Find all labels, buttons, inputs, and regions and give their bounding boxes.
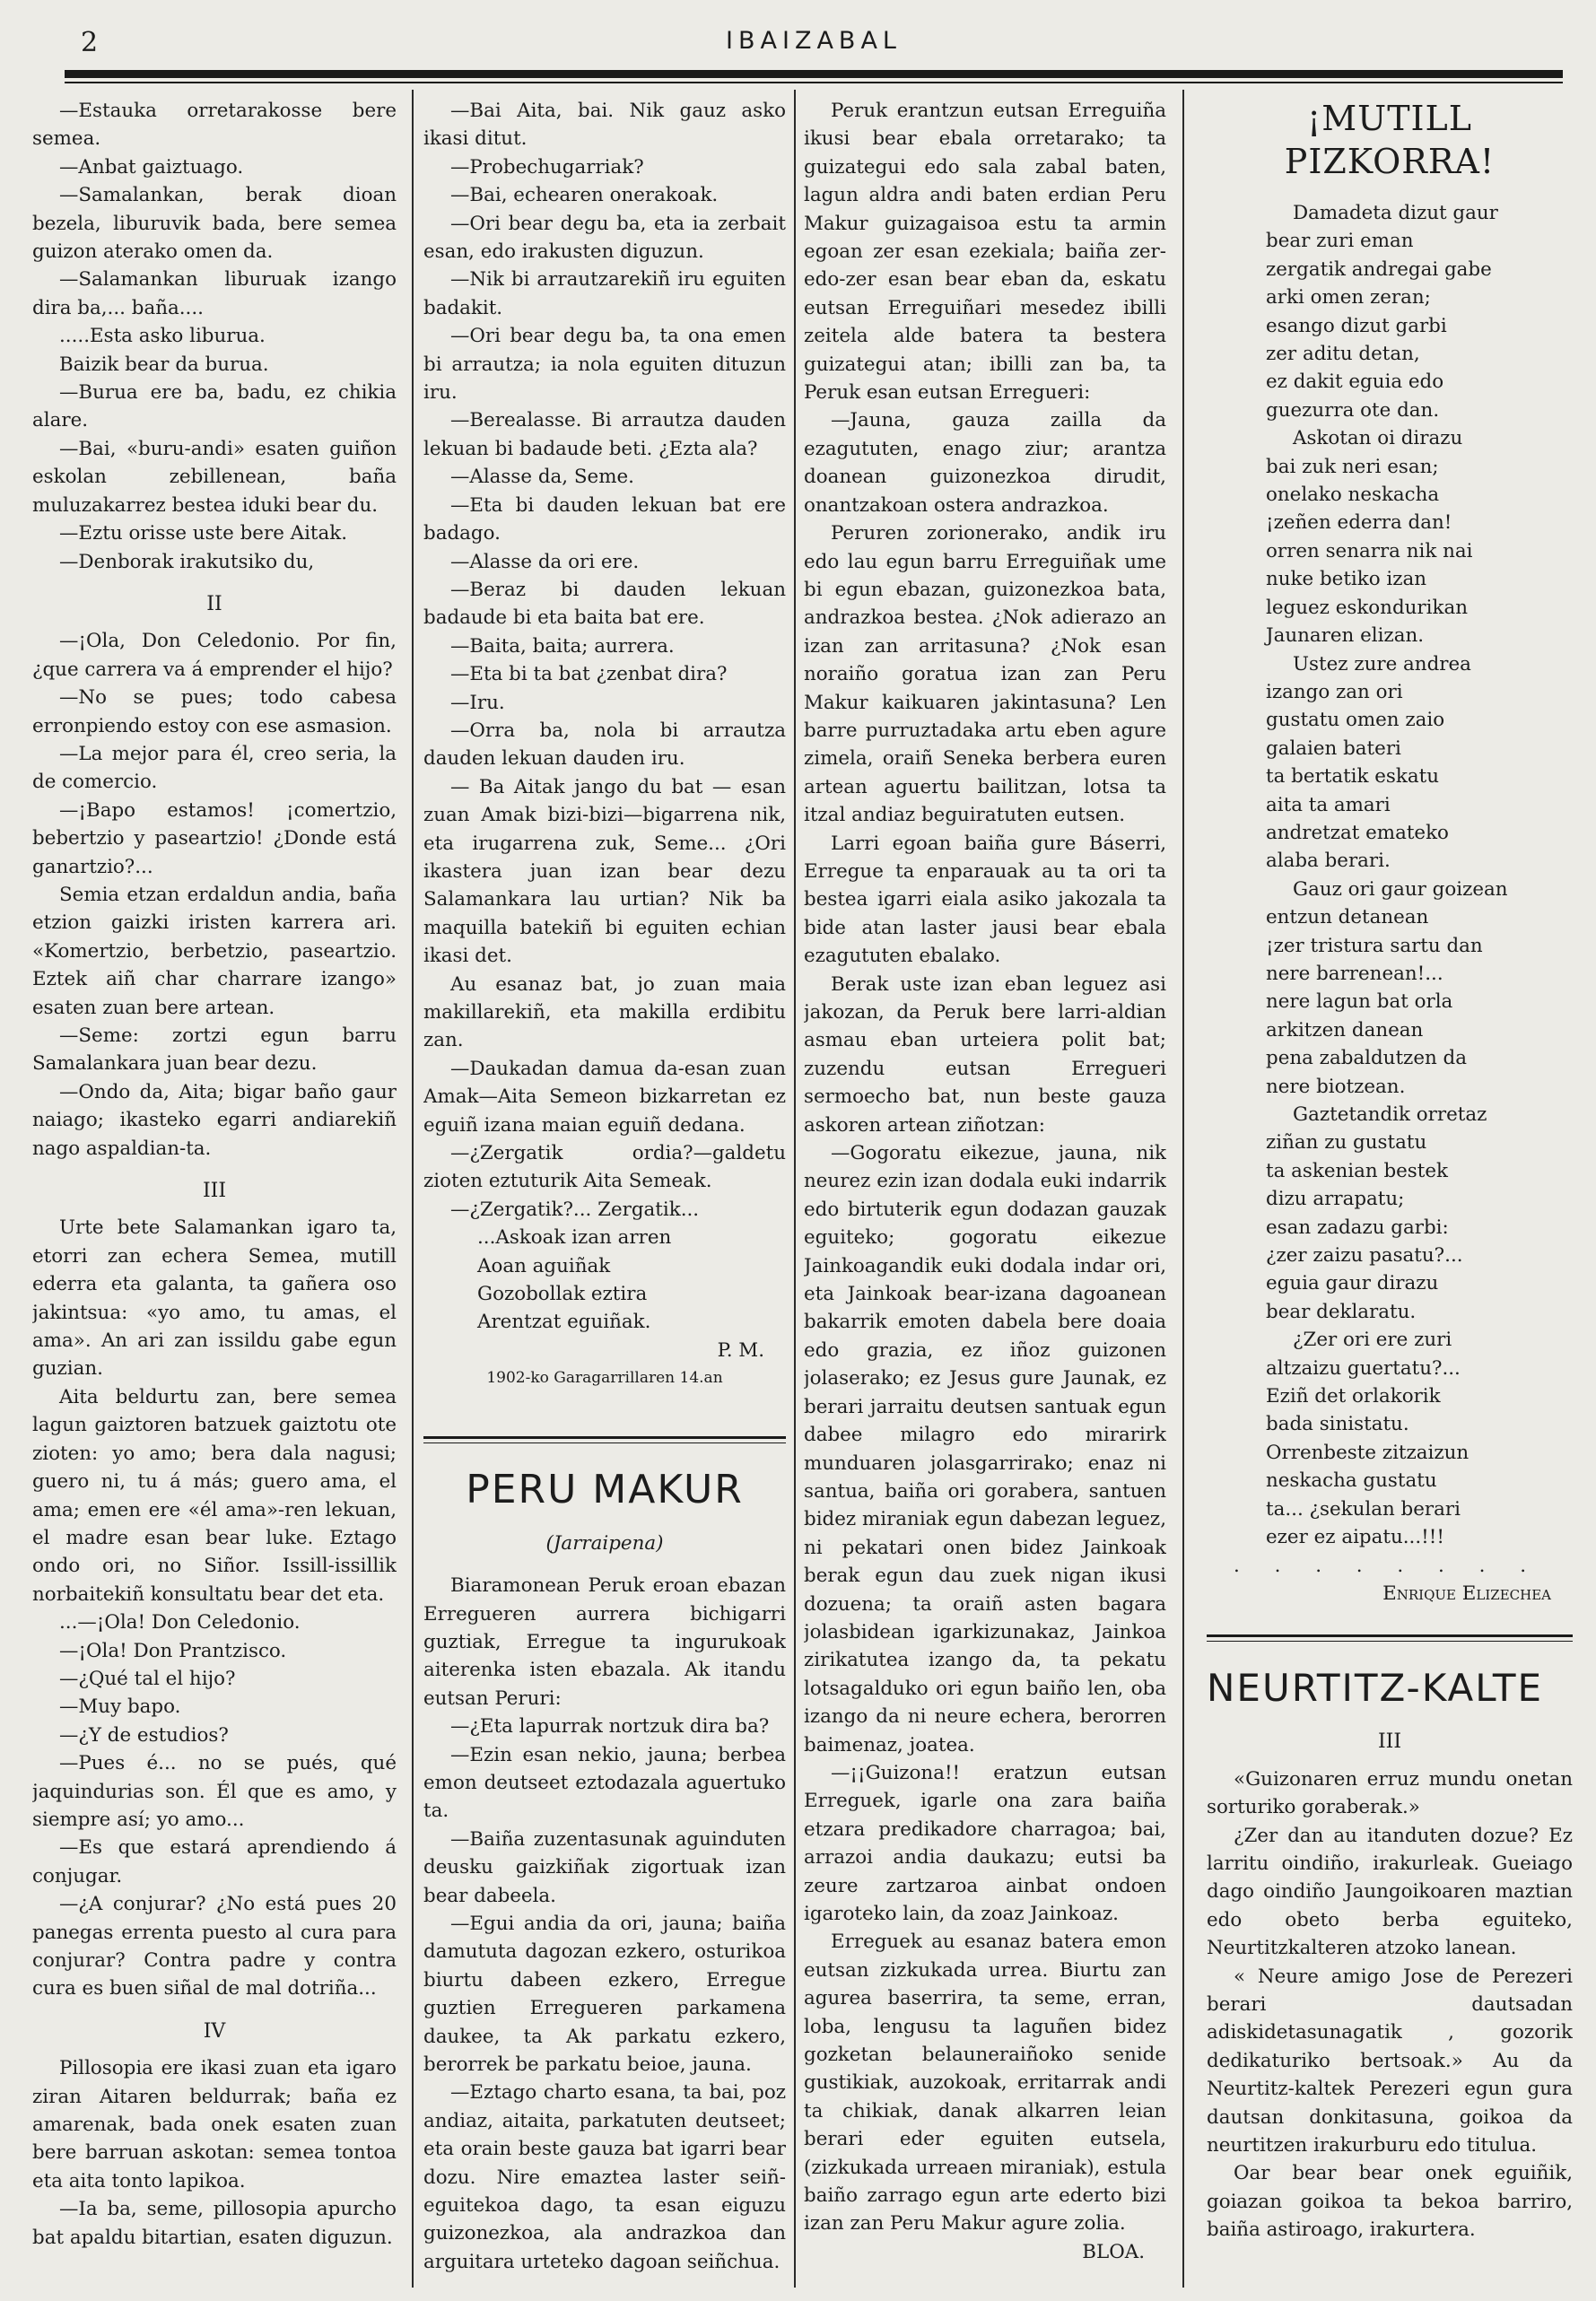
signature: P. M. [717, 1338, 764, 1362]
paragraph: —Seme: zortzi egun barru Samalankara juan bear dezu. [32, 1024, 397, 1076]
paragraph: —Beraz bi dauden lekuan badaude bi eta baita bat ere. [423, 578, 786, 630]
column-divider [794, 90, 796, 2288]
paragraph: —Nik bi arrautzarekiñ iru eguiten badakit. [423, 268, 786, 319]
verse-line: guezurra ote dan. [1266, 398, 1440, 422]
paragraph: Peruren zorionerako, andik iru edo lau egun barru Erreguiñak ume bi egun ebazan, guizonezkoa bata, andrazkoa bestea. ¿Nok adierazo an izan zan arritasuna? ¿Nok esan noraiño goratua izan zan Peru Makur kaikuaren jakintasuna? Len barre purruztadaka artu eben agure zimela, oraiñ Seneka berbera euren artean aguertu bailitzan, lotsa ta itzal andiaz beguiratuten eutsen. [804, 522, 1166, 827]
poem [1207, 199, 1573, 1552]
paragraph: —¿Y de estudios? [59, 1723, 229, 1747]
verse-line: Arentzat eguiñak. [477, 1311, 651, 1334]
verse-line: arkitzen danean [1266, 1018, 1424, 1042]
paragraph: —Probechugarriak? [450, 155, 644, 179]
paragraph: —Gogoratu eikezue, jauna, nik neurez ezin izan dodala euki indarrik edo birtuterik egun dodazan gauzak eguiteko; gogoratu eikezue Jainkoagandik euki dodala indar ori, eta Jainkoak bear-izana dagoanean bakarrik emoten dabela bere doaia edo grazia, ez iñoz guizonen jolaserako; ez Jesus gure Jaunak, ez berari jarraitu deutsen santuak egun dabee milagro edo mirarirk munduaren jolasgarrirako; enaz ni santua, baiña ori gorabera, santuen bidez miraniak egun dabezan leguez, ni pekatari onen bidez Jainkoak berak egun dau zuek nigan ikusi dozuena; ta oraiñ asten bagara jolasbidean igarkizunakaz, Jainkoa zirikatutea izango da, ta pekatu lotsagalduko ori egun baiño len, oba izango da ni neure echera, berorren baimenaz, joatea. [804, 1142, 1166, 1756]
paragraph: —Berealasse. Bi arrautza dauden lekuan bi badaude beti. ¿Ezta ala? [423, 409, 786, 460]
paragraph: « Neure amigo Jose de Perezeri berari dautsadan adiskidetasunagatik , gozorik dedikaturiko bertsoak.» Au da Neurtitz-kaltek Perezeri egun gura dautsan donkitasuna, goikoa da neurtitzen irakurburu edo titulua. [1207, 1965, 1573, 2157]
paragraph: —¿Qué tal el hijo? [59, 1667, 236, 1690]
verse-line: ¡zer tristura sartu dan [1266, 934, 1483, 957]
verse-line: Askotan oi dirazu [1293, 427, 1463, 450]
paragraph: —¿A conjurar? ¿No está pues 20 panegas errenta puesto al cura para conjurar? Contra padre y contra cura es buen siñal de mal dotriña... [32, 1893, 397, 2000]
verse-line: Orrenbeste zitzaizun [1266, 1441, 1470, 1464]
article-divider [423, 1436, 786, 1439]
paragraph: Peruk erantzun eutsan Erreguiña ikusi bear ebala orretarako; ta guizategui edo sala zabal baten, lagun aldra andi baten erdian Peru Makur guizagaisoa estu ta armin egoan zer esan ezekiala; baiña zer-edo-zer esan bear eban da, eskatu eutsan Erreguiñari mesedez ibilli zeitela alde batera ta bestera guizategui atan; ibilli zan ba, ta Peruk esan eutsan Erregueri: [804, 100, 1166, 405]
paragraph: —Ori bear degu ba, ta ona emen bi arrautza; ia nola eguiten dituzun iru. [423, 325, 786, 405]
paragraph: —Alasse da ori ere. [450, 550, 640, 573]
verse-line: Gaztetandik orretaz [1293, 1103, 1487, 1126]
signature: Enrique Elizechea [1382, 1582, 1551, 1605]
paragraph: —Ori bear degu ba, eta ia zerbait esan, edo irakusten diguzun. [423, 212, 786, 264]
verse-line: aita ta amari [1266, 793, 1391, 816]
verse-line: bear zuri eman [1266, 230, 1414, 253]
verse-line: ez dakit eguia edo [1266, 370, 1444, 394]
verse-line: ezer ez aipatu...!!! [1266, 1526, 1444, 1549]
verse-line: esango dizut garbi [1266, 314, 1447, 337]
paragraph: —¡Ola! Don Prantzisco. [59, 1639, 287, 1662]
paragraph: —Ia ba, seme, pillosopia apurcho bat apaldu bitartian, esaten diguzun. [32, 2198, 397, 2249]
article-divider [423, 1442, 786, 1443]
article-subtitle: (Jarraipena) [545, 1531, 664, 1555]
paragraph: —Alasse da, Seme. [450, 466, 634, 489]
verse-line: ta... ¿sekulan berari [1266, 1497, 1461, 1521]
paragraph: —Orra ba, nola bi arrautza dauden lekuan dauden iru. [423, 719, 786, 771]
verse-line: Damadeta dizut gaur [1293, 202, 1498, 224]
paragraph: —Baiña zuzentasunak aguinduten deusku gaizkiñak zigortuak izan bear dabeela. [423, 1827, 786, 1907]
poem-title-mutill-pizkorra: ¡MUTILL PIZKORRA! [1284, 99, 1496, 181]
verse-line: ta askenian bestek [1266, 1159, 1448, 1182]
paragraph: ...—¡Ola! Don Celedonio. [59, 1611, 301, 1634]
verse-line: ¿zer zaizu pasatu?... [1266, 1244, 1463, 1268]
verse-line: alaba berari. [1266, 850, 1391, 873]
masthead: IBAIZABAL [726, 27, 902, 55]
verse-line: Ustez zure andrea [1293, 652, 1471, 675]
paragraph: Berak uste izan eban leguez asi jakozan, da Peruk bere larri-aldian asmau eban urteiera polit bat; zuzendu eutsan Erregueri sermoecho bat, nun beste gauza askoren artean ziñotzan: [804, 972, 1166, 1137]
page-number: 2 [81, 27, 99, 58]
paragraph: —Ondo da, Aita; bigar baño gaur naiago; ikasteko egarri andiarekiñ nago aspaldian-ta. [32, 1080, 397, 1160]
verse-line: esan zadazu garbi: [1266, 1216, 1449, 1239]
paragraph: —Ezin esan nekio, jauna; berbea emon deutseet eztodazala aguertuko ta. [423, 1743, 786, 1823]
verse-line: nuke betiko izan [1266, 568, 1427, 591]
paragraph: —Denborak irakutsiko du, [59, 550, 315, 573]
verse-line: zergatik andregai gabe [1266, 257, 1492, 281]
verse-line: andretzat emateko [1266, 821, 1449, 844]
verse-line: eguia gaur dirazu [1266, 1272, 1439, 1295]
verse-line: ¿Zer ori ere zuri [1293, 1329, 1452, 1352]
paragraph: Larri egoan baiña gure Báserri, Erregue ta enparauak au ta ori ta bestea igarri eiala asiko jakozala ta bide atan laster jausi bear ebala ezagututen ebalako. [804, 832, 1166, 968]
verse-line: ¡zeñen ederra dan! [1266, 511, 1452, 535]
paragraph: —¿Zergatik ordia?—galdetu zioten eztuturik Aita Semeak. [423, 1142, 786, 1193]
paragraph: Semia etzan erdaldun andia, baña etzion gaizki iristen karrera ari. «Komertzio, berbetzio, paseartzio. Eztek aiñ char charrare izango» esaten zuan bere artean. [32, 883, 397, 1019]
verse-line: Eziñ det orlakorik [1266, 1385, 1441, 1408]
verse-line: Aoan aguiñak [477, 1254, 611, 1277]
verse-line: pena zabaldutzen da [1266, 1047, 1468, 1070]
paragraph: —Egui andia da ori, jauna; baiña damututa dagozan ezkero, osturikoa biurtu dabeen ezkero, Erregue guztien Erregueren parkamena daukee, ta Ak parkatu ezkero, berorrek be parkatu beioe, jauna. [423, 1912, 786, 2076]
section-number: IV [203, 2019, 226, 2043]
paragraph: —Eztago charto esana, ta bai, poz andiaz, aitaita, parkatuten deutseet; eta orain beste gauza bat igarri bear dozu. Nire emaztea laster seiñ-eguitekoa dago, ta esan eiguzu guizonezkoa, ala andrazkoa dan arguitara urteteko dagoan seiñchua. [423, 2081, 786, 2273]
verse-line: altzaizu guertatu?... [1266, 1356, 1461, 1380]
paragraph: —Eta bi ta bat ¿zenbat dira? [450, 663, 728, 686]
verse-line: ziñan zu gustatu [1266, 1131, 1427, 1155]
page-header [65, 27, 1563, 63]
verse-line: zer aditu detan, [1266, 343, 1420, 366]
column-3 [804, 97, 1166, 2286]
header-rule-thick [65, 70, 1563, 78]
paragraph: Au esanaz bat, jo zuan maia makillarekiñ, eta makilla erdibitu zan. [423, 972, 786, 1052]
paragraph: —Jauna, gauza zailla da ezagututen, enago ziur; arantza doanean guizonezkoa dirudit, onantzakoan ostera andrazkoa. [804, 409, 1166, 517]
paragraph: —¿Zergatik?... Zergatik... [450, 1198, 700, 1221]
verse-line: ta bertatik eskatu [1266, 765, 1439, 789]
paragraph: —Pues é... no se pués, qué jaquindurias son. Él que es amo, y siempre así; yo amo... [32, 1752, 397, 1831]
section-number: II [206, 592, 222, 615]
paragraph: —Burua ere ba, badu, ez chikia alare. [32, 381, 397, 432]
column-2 [423, 97, 786, 2286]
paragraph: Erreguek au esanaz batera emon eutsan zizkukada urrea. Biurtu zan agurea baserrira, ta seme, erran, loba, lengusu ta laguñen bidez gozketan belauneraiñoko senide gustikiak, auzokoak, erritarrak andi ta chikiak, danak alkarren leian berari eder eguiten eutsela, (zizkukada urreaen miraniak), estula baiño zarrago egun arte ederto bizi izan zan Peru Makur agure zolia. [804, 1931, 1166, 2236]
verse-line: izango zan ori [1266, 680, 1403, 703]
article-divider [1207, 1641, 1573, 1642]
paragraph: —¡¡Guizona!! eratzun eutsan Erreguek, igarle ona zara baiña etzara predikadore charragoa; bai, arrazoi andia daukazu; eutsi ba zeure zartzaroa ainbat ondoen igaroteko lain, da zoaz Jainkoaz. [804, 1761, 1166, 1925]
verse-line: arki omen zeran; [1266, 286, 1431, 309]
paragraph: —Daukadan damua da-esan zuan Amak—Aita Semeon bizkarretan ez eguiñ izana maian eguiñ dedana. [423, 1057, 786, 1137]
verse-line: nere barrenean!... [1266, 962, 1443, 985]
paragraph: —Samalankan, berak dioan bezela, liburuvik bada, bere semea guizon aterako omen da. [32, 184, 397, 264]
paragraph: ¿Zer dan au itanduten dozue? Ez larritu oindiño, irakurleak. Gueiago dago oindiño Jaungoikoaren maztian edo obeto berba eguiteko, Neurtitzkalteren atzoko lanean. [1207, 1824, 1573, 1960]
column-divider [412, 90, 414, 2288]
paragraph: Urte bete Salamankan igaro ta, etorri zan echera Semea, mutill ederra eta galanta, ta gañera oso jakintsua: «yo amo, tu amas, el ama». An ari zan issildu gabe egun guzian. [32, 1216, 397, 1381]
closing-verse [423, 1224, 786, 1337]
verse-line: onelako neskacha [1266, 484, 1440, 507]
section-number: III [1377, 1730, 1402, 1754]
paragraph: Oar bear bear onek eguiñik, goiazan goikoa ta bekoa barriro, baiña astiroago, irakurtera. [1207, 2162, 1573, 2242]
verse-line: neskacha gustatu [1266, 1469, 1437, 1493]
verse-line: gustatu omen zaio [1266, 709, 1445, 732]
dateline: 1902-ko Garagarrillaren 14.an [486, 1369, 723, 1388]
paragraph: —Estauka orretarakosse bere semea. [32, 100, 397, 151]
paragraph: Aita beldurtu zan, bere semea lagun gaiztoren batzuek gaiztotu ote zioten: yo amo; bera dala nagusi; guero ni, tu á más; guero ama, el ama; emen ere «él ama»-ren lekuan, el madre esan bear luke. Eztago ondo ori, no Siñor. Issill-issillik norbaitekiñ konsultatu bear det eta. [32, 1385, 397, 1606]
paragraph: «Guizonaren erruz mundu onetan sorturiko goraberak.» [1207, 1767, 1573, 1819]
column-divider [1182, 90, 1184, 2288]
verse-line: Gozobollak eztira [477, 1283, 648, 1306]
paragraph: —Anbat gaiztuago. [59, 155, 244, 179]
paragraph: .....Esta asko liburua. [59, 325, 266, 348]
verse-line: bada sinistatu. [1266, 1413, 1409, 1436]
verse-line: galaien bateri [1266, 736, 1401, 760]
column-1 [32, 97, 397, 2286]
ellipsis-dots: . . . . . . . . [1234, 1554, 1540, 1577]
verse-line: dizu arrapatu; [1266, 1188, 1405, 1211]
verse-line: bai zuk neri esan; [1266, 455, 1439, 478]
column-4 [1207, 97, 1573, 2286]
paragraph: Baizik bear da burua. [59, 353, 269, 376]
verse-line: entzun detanean [1266, 906, 1429, 929]
verse-line: orren senarra nik nai [1266, 539, 1473, 562]
paragraph: —¿Eta lapurrak nortzuk dira ba? [450, 1715, 770, 1739]
verse-line: Gauz ori gaur goizean [1293, 877, 1508, 901]
verse-line: nere lagun bat orla [1266, 990, 1453, 1014]
paragraph: — Ba Aitak jango du bat — esan zuan Amak bizi-bizi—bigarrena nik, eta irugarrena zuk, Seme... ¿Ori ikastera juan izan bear dezu Salamankara lau urtian? Nik ba maquilla batekiñ bi eguiten echian ikasi det. [423, 775, 786, 968]
article-divider [1207, 1634, 1573, 1637]
verse-line: nere biotzean. [1266, 1075, 1406, 1098]
verse-line: bear deklaratu. [1266, 1300, 1417, 1323]
paragraph: —Eta bi dauden lekuan bat ere badago. [423, 493, 786, 545]
paragraph: —Bai, echearen onerakoak. [450, 184, 719, 207]
article-title-neurtitz-kalte: NEURTITZ-KALTE [1207, 1666, 1544, 1711]
paragraph: —Muy bapo. [59, 1695, 181, 1719]
signature: BLOA. [1082, 2240, 1145, 2263]
article-title-peru-makur: PERU MAKUR [466, 1466, 744, 1512]
verse-line: ...Askoak izan arren [477, 1226, 672, 1250]
section-number: III [202, 1180, 227, 1203]
paragraph: Pillosopia ere ikasi zuan eta igaro ziran Aitaren beldurrak; baña ez amarenak, bada onek esaten zuan bere barruan askotan: semea tontoa eta aita tonto lapikoa. [32, 2057, 397, 2192]
paragraph: —Baita, baita; aurrera. [450, 634, 675, 658]
paragraph: —Iru. [450, 691, 505, 714]
paragraph: —Bai, «buru-andi» esaten guiñon eskolan zebillenean, baña muluzakarrez bestea iduki bear du. [32, 437, 397, 517]
verse-line: Jaunaren elizan. [1266, 624, 1425, 648]
paragraph: —Bai Aita, bai. Nik gauz asko ikasi ditut. [423, 100, 786, 151]
paragraph: —¡Bapo estamos! ¡comertzio, bebertzio y paseartzio! ¿Donde está ganartzio?... [32, 798, 397, 878]
header-rule-thin [65, 82, 1563, 83]
verse-line: leguez eskondurikan [1266, 596, 1468, 619]
paragraph: —Salamankan liburuak izango dira ba,... baña.... [32, 268, 397, 319]
paragraph: —No se pues; todo cabesa erronpiendo estoy con ese asmasion. [32, 686, 397, 737]
paragraph: —Eztu orisse uste bere Aitak. [59, 522, 348, 545]
paragraph: —Es que estará aprendiendo á conjugar. [32, 1836, 397, 1887]
paragraph: —¡Ola, Don Celedonio. Por fin, ¿que carrera va á emprender el hijo? [32, 630, 397, 681]
paragraph: —La mejor para él, creo seria, la de comercio. [32, 742, 397, 794]
paragraph: Biaramonean Peruk eroan ebazan Erregueren aurrera bichigarri guztiak, Erregue ta ingurukoak aiterenka isten ebazala. Ak itandu eutsan Peruri: [423, 1574, 786, 1710]
